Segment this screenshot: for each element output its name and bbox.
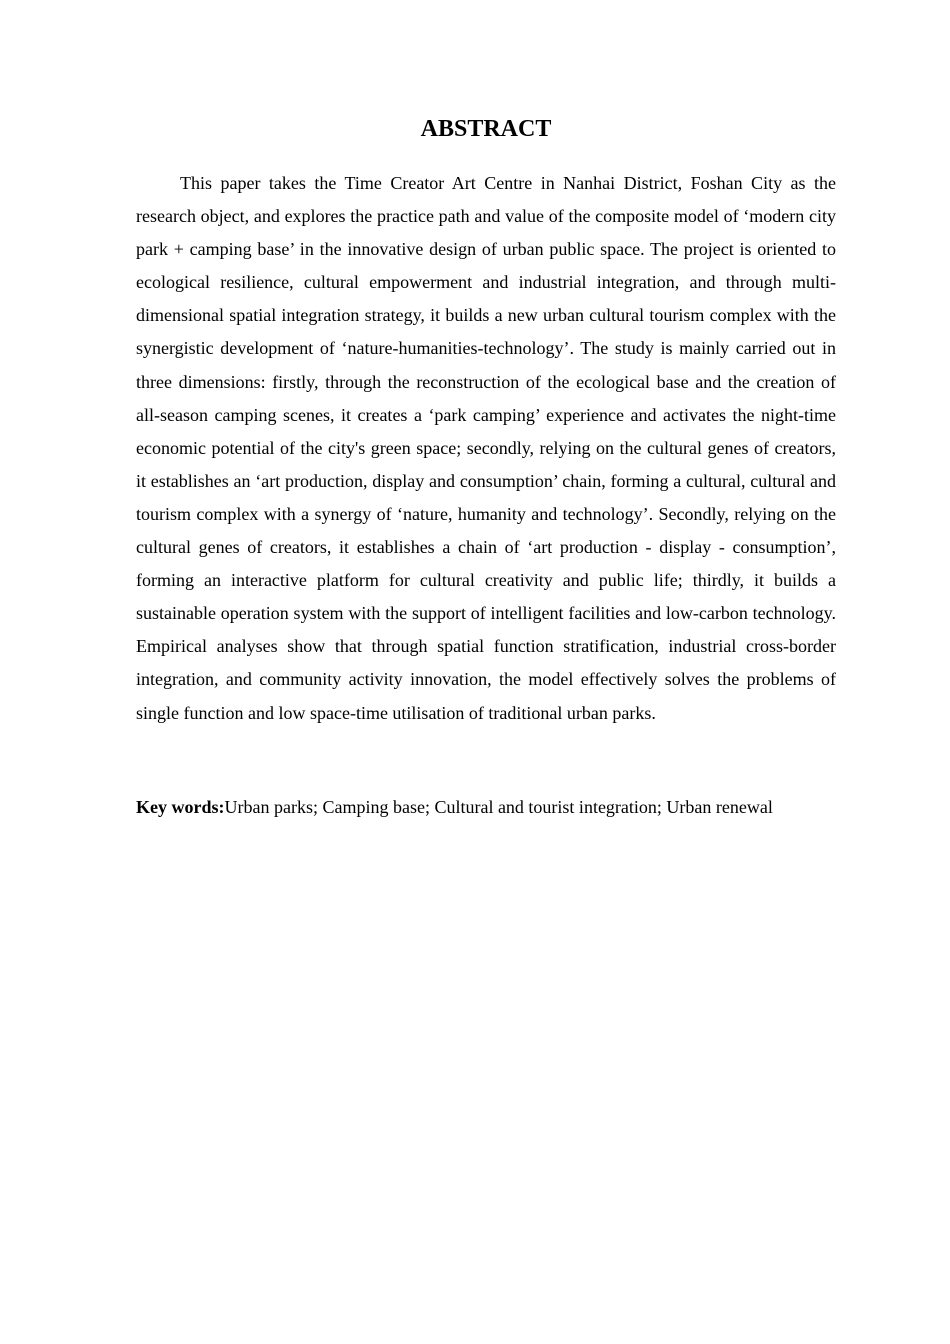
keywords-label: Key words: [136, 797, 225, 817]
abstract-title: ABSTRACT [420, 116, 552, 142]
abstract-body: This paper takes the Time Creator Art Centre in Nanhai District, Foshan City as the research object, and explores the practice path and value of the composite model of ‘modern city park + camping base’ in the innovative design of urban public space. The project is oriented to ecological resilience, cultural empowerment and industrial integration, and through multi-dimensional spatial integration strategy, it builds a new urban cultural tourism complex with the synergistic development of ‘nature-humanities-technology’. The study is mainly carried out in three dimensions: firstly, through the reconstruction of the ecological base and the creation of all-season camping scenes, it creates a ‘park camping’ experience and activates the night-time economic potential of the city's green space; secondly, relying on the cultural genes of creators, it establishes an ‘art production, display and consumption’ chain, forming a cultural, cultural and tourism complex with a synergy of ‘nature, humanity and technology’. Secondly, relying on the cultural genes of creators, it establishes a chain of ‘art production - display - consumption’, forming an interactive platform for cultural creativity and public life; thirdly, it builds a sustainable operation system with the support of intelligent facilities and low-carbon technology. Empirical analyses show that through spatial function stratification, industrial cross-border integration, and community activity innovation, the model effectively solves the problems of single function and low space-time utilisation of traditional urban parks. [136, 173, 836, 723]
keywords-text: Urban parks; Camping base; Cultural and tourist integration; Urban renewal [224, 797, 773, 817]
keywords-line [136, 791, 856, 824]
